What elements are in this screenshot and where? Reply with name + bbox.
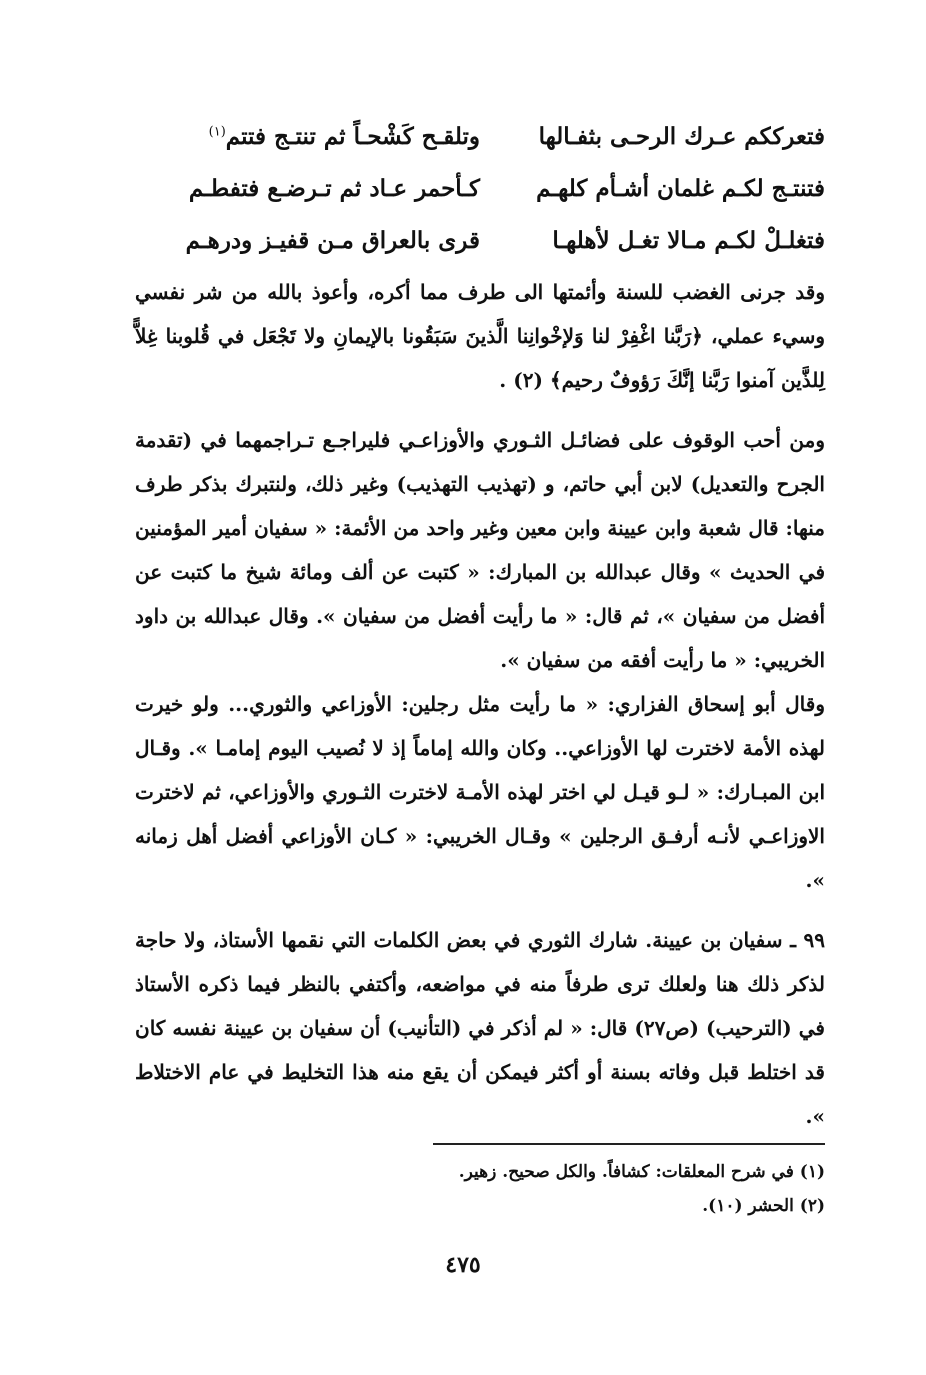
verse-second-hemistich: قرى بالعراق مـن قفيـز ودرهـم (185, 226, 480, 254)
footnote-item: (٢) الحشر (١٠). (702, 1196, 825, 1216)
verse-second-hemistich: كـأحمر عـاد ثم تـرضـع فتفطـم (188, 174, 480, 202)
footnote-divider (433, 1143, 825, 1145)
verse-first-hemistich: فتنتـج لكـم غلمان أشـأم كلهـم (536, 174, 825, 202)
poem-block (160, 110, 825, 266)
body-paragraph: ٩٩ ـ سفيان بن عيينة. شارك الثوري في بعض الكلمات التي نقمها الأستاذ، ولا حاجة لذكر ذلك هنا ولعلك ترى طرفاً منه في مواضعه، وأكتفي بالنظر فيما ذكره الأستاذ في (الترحيب) (ص٢٧) قال: « لم أذكر في (التأنيب) أن سفيان بن عيينة نفسه كان قد اختلط قبل وفاته بسنة أو أكثر فيمكن أن يقع منه هذا التخليط في عام الاختلاط ». (135, 928, 825, 1128)
footnote-marker: (١) (208, 123, 226, 139)
verse-second-hemistich (160, 123, 480, 150)
verse-first-hemistich: فتعرككم عـرك الرحـى بثفـالها (538, 122, 825, 150)
page-number: ٤٧٥ (445, 1252, 481, 1278)
footnotes (135, 1155, 825, 1223)
footnote-item: (١) في شرح المعلقات: كشافاً. والكل صحيح. زهير. (458, 1162, 825, 1182)
poem-verse (160, 110, 825, 162)
poem-verse (160, 162, 825, 214)
verse-first-hemistich: فتغلـلْ لكـم مـالا تغـل لأهلهـا (552, 226, 825, 254)
body-paragraph: ومن أحب الوقوف على فضائـل الثـوري والأوزاعـي فليراجـع تـراجمهما في (تقدمة الجرح والتعديل) لابن أبي حاتم، و (تهذيب التهذيب) وغير ذلك، ولنتبرك بذكر طرف منها: قال شعبة وابن عيينة وابن معين وغير واحد من الأئمة: « سفيان أمير المؤمنين في الحديث » وقال عبدالله بن المبارك: « كتبت عن ألف ومائة شيخ ما كتبت عن أفضل من سفيان »، ثم قال: « ما رأيت أفضل من سفيان ». وقال عبدالله بن داود الخريبي: « ما رأيت أفقه من سفيان ». (135, 428, 825, 672)
poem-verse (160, 214, 825, 266)
body-paragraph: وقال أبو إسحاق الفزاري: « ما رأيت مثل رجلين: الأوزاعي والثوري... ولو خيرت لهذه الأمة لاخترت لها الأوزاعي.. وكان والله إماماً إذ لا نُصيب اليوم إمامـا ». وقـال ابن المبـارك: « لـو قيـل لي اختر لهذه الأمـة لاخترت الثـوري والأوزاعي، ثم لاخترت الاوزاعـي لأنـه أرفـق الرجلين » وقـال الخريبي: « كـان الأوزاعي أفضل أهل زمانه ». (135, 692, 825, 892)
body-paragraph: وقد جرنى الغضب للسنة وأئمتها الى طرف مما أكره، وأعوذ بالله من شر نفسي وسيء عملي، ﴿رَبَّنا اغْفِرْ لنا وَلإخْوانِنا الَّذينَ سَبَقُونا بالإيمانِ ولا تَجْعَل في قُلوبنا غِلاًّ لِلذَّين آمنوا رَبَّنا إنَّكَ رَؤوفٌ رحيم﴾ (٢) . (135, 280, 825, 392)
verse-second-text: وتلقـح كَشْحـاً ثم تنتـج فتتم (225, 122, 480, 150)
